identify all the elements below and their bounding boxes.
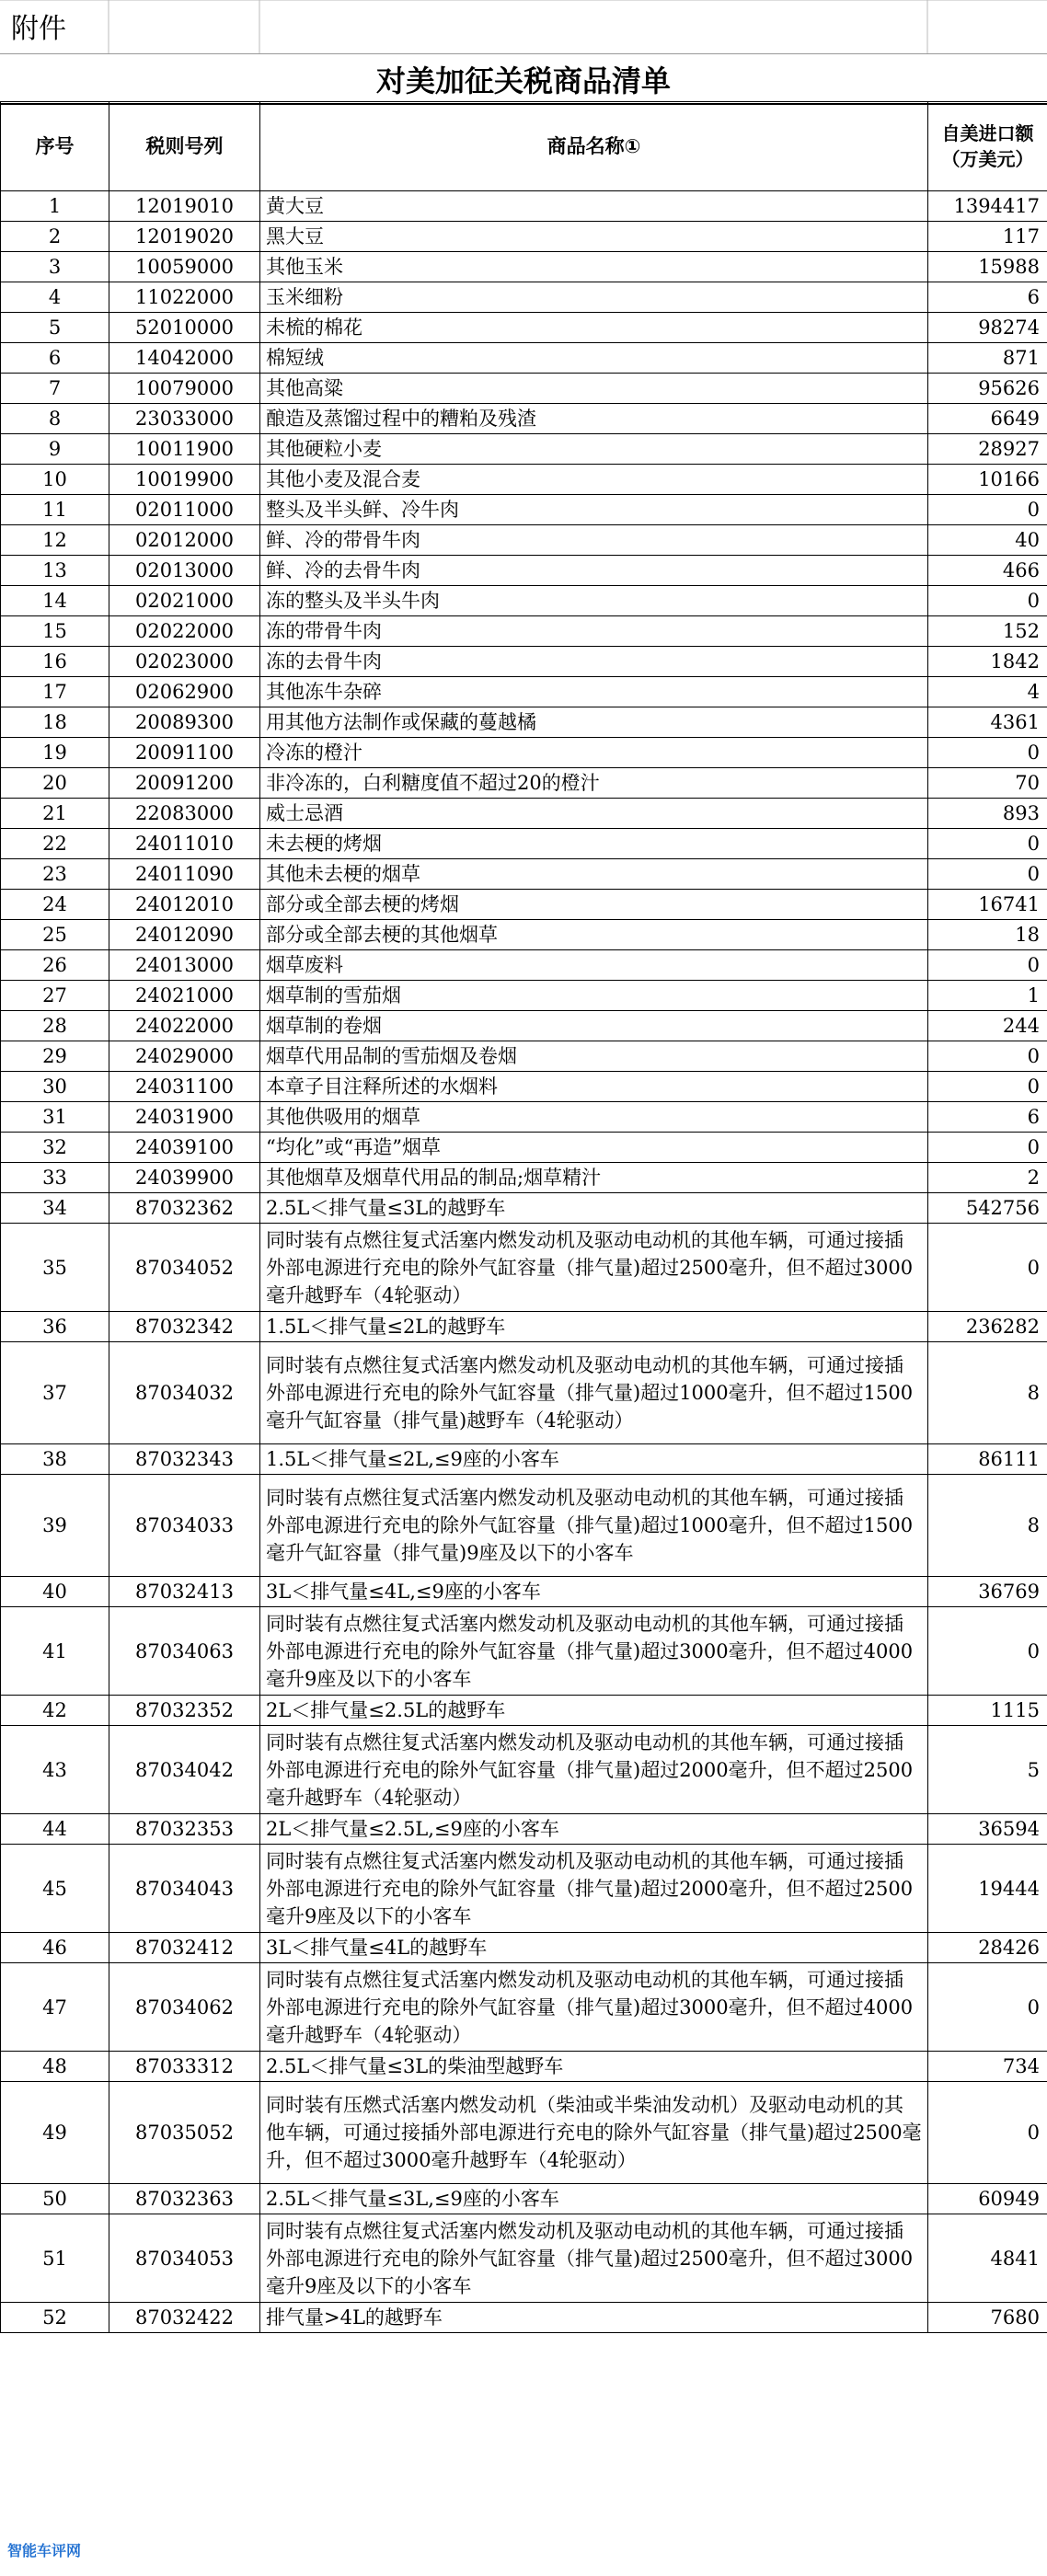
table-row (1, 677, 1047, 707)
table-row (1, 1342, 1047, 1444)
table-row (1, 1102, 1047, 1133)
row-import-value: 4 (928, 677, 1047, 707)
header-code: 税则号列 (109, 102, 260, 191)
row-tariff-code: 87034043 (109, 1845, 260, 1933)
row-tariff-code: 24031100 (109, 1072, 260, 1102)
row-import-value: 0 (928, 829, 1047, 859)
row-import-value: 734 (928, 2052, 1047, 2082)
row-tariff-code: 02062900 (109, 677, 260, 707)
row-index: 21 (1, 799, 109, 829)
row-index: 42 (1, 1696, 109, 1726)
row-product-name: 烟草制的卷烟 (260, 1011, 928, 1041)
row-product-name: 冻的去骨牛肉 (260, 647, 928, 677)
row-tariff-code: 24039900 (109, 1163, 260, 1193)
header-index: 序号 (1, 102, 109, 191)
row-import-value: 95626 (928, 374, 1047, 404)
table-row (1, 222, 1047, 252)
table-row (1, 2303, 1047, 2333)
row-tariff-code: 10059000 (109, 252, 260, 282)
row-product-name: 同时装有点燃往复式活塞内燃发动机及驱动电动机的其他车辆，可通过接插外部电源进行充电的除外气缸容量（排气量)超过1000毫升，但不超过1500毫升气缸容量（排气量)越野车（4轮驱动） (260, 1342, 928, 1444)
row-index: 12 (1, 525, 109, 556)
row-index: 16 (1, 647, 109, 677)
row-import-value: 60949 (928, 2184, 1047, 2214)
table-row (1, 890, 1047, 920)
row-index: 45 (1, 1845, 109, 1933)
watermark-logo: 智能车评网 (4, 2537, 85, 2562)
row-index: 48 (1, 2052, 109, 2082)
row-import-value: 1 (928, 981, 1047, 1011)
row-tariff-code: 10011900 (109, 434, 260, 465)
table-row (1, 1072, 1047, 1102)
row-index: 3 (1, 252, 109, 282)
table-row (1, 1444, 1047, 1475)
row-product-name: 部分或全部去梗的烤烟 (260, 890, 928, 920)
table-row (1, 313, 1047, 343)
row-index: 26 (1, 950, 109, 981)
row-tariff-code: 52010000 (109, 313, 260, 343)
table-row (1, 799, 1047, 829)
table-row (1, 252, 1047, 282)
row-import-value: 0 (928, 1072, 1047, 1102)
row-product-name: 非冷冻的，白利糖度值不超过20的橙汁 (260, 768, 928, 799)
row-import-value: 893 (928, 799, 1047, 829)
row-product-name: 冻的整头及半头牛肉 (260, 586, 928, 616)
row-import-value: 0 (928, 1224, 1047, 1312)
row-tariff-code: 24021000 (109, 981, 260, 1011)
spreadsheet-page (0, 0, 1047, 105)
row-product-name: 2.5L＜排气量≤3L的越野车 (260, 1193, 928, 1224)
row-index: 6 (1, 343, 109, 374)
row-import-value: 8 (928, 1475, 1047, 1577)
row-import-value: 28927 (928, 434, 1047, 465)
row-index: 17 (1, 677, 109, 707)
row-tariff-code: 20089300 (109, 707, 260, 738)
row-tariff-code: 23033000 (109, 404, 260, 434)
row-import-value: 4361 (928, 707, 1047, 738)
row-product-name: 同时装有点燃往复式活塞内燃发动机及驱动电动机的其他车辆，可通过接插外部电源进行充电的除外气缸容量（排气量)超过2000毫升，但不超过2500毫升9座及以下的小客车 (260, 1845, 928, 1933)
row-index: 7 (1, 374, 109, 404)
row-index: 5 (1, 313, 109, 343)
row-tariff-code: 22083000 (109, 799, 260, 829)
row-product-name: 用其他方法制作或保藏的蔓越橘 (260, 707, 928, 738)
row-index: 22 (1, 829, 109, 859)
table-row (1, 738, 1047, 768)
table-row (1, 1607, 1047, 1696)
row-index: 44 (1, 1814, 109, 1845)
table-row (1, 465, 1047, 495)
row-tariff-code: 02013000 (109, 556, 260, 586)
row-tariff-code: 87034052 (109, 1224, 260, 1312)
row-product-name: 未去梗的烤烟 (260, 829, 928, 859)
row-import-value: 0 (928, 738, 1047, 768)
row-index: 19 (1, 738, 109, 768)
row-product-name: 1.5L＜排气量≤2L,≤9座的小客车 (260, 1444, 928, 1475)
row-product-name: 其他小麦及混合麦 (260, 465, 928, 495)
row-product-name: 2L＜排气量≤2.5L的越野车 (260, 1696, 928, 1726)
row-tariff-code: 24022000 (109, 1011, 260, 1041)
header-value-text: 自美进口额 （万美元） (941, 122, 1034, 170)
row-product-name: 冻的带骨牛肉 (260, 616, 928, 647)
row-tariff-code: 87035052 (109, 2082, 260, 2184)
row-import-value: 542756 (928, 1193, 1047, 1224)
table-row (1, 2184, 1047, 2214)
row-index: 9 (1, 434, 109, 465)
row-import-value: 1842 (928, 647, 1047, 677)
row-tariff-code: 02011000 (109, 495, 260, 525)
attachment-row (0, 0, 1047, 53)
row-product-name: 酿造及蒸馏过程中的糟粕及残渣 (260, 404, 928, 434)
row-import-value: 1394417 (928, 191, 1047, 222)
row-index: 49 (1, 2082, 109, 2184)
row-import-value: 1115 (928, 1696, 1047, 1726)
row-product-name: 烟草代用品制的雪茄烟及卷烟 (260, 1041, 928, 1072)
row-tariff-code: 20091200 (109, 768, 260, 799)
row-index: 34 (1, 1193, 109, 1224)
row-tariff-code: 87032362 (109, 1193, 260, 1224)
row-index: 13 (1, 556, 109, 586)
row-product-name: 同时装有点燃往复式活塞内燃发动机及驱动电动机的其他车辆，可通过接插外部电源进行充电的除外气缸容量（排气量)超过3000毫升，但不超过4000毫升越野车（4轮驱动） (260, 1963, 928, 2052)
row-tariff-code: 24011090 (109, 859, 260, 890)
row-tariff-code: 20091100 (109, 738, 260, 768)
row-product-name: 其他冻牛杂碎 (260, 677, 928, 707)
row-product-name: 烟草制的雪茄烟 (260, 981, 928, 1011)
row-import-value: 86111 (928, 1444, 1047, 1475)
header-name: 商品名称① (260, 102, 928, 191)
row-import-value: 6649 (928, 404, 1047, 434)
row-tariff-code: 24031900 (109, 1102, 260, 1133)
row-import-value: 16741 (928, 890, 1047, 920)
row-index: 36 (1, 1312, 109, 1342)
row-product-name: 整头及半头鲜、冷牛肉 (260, 495, 928, 525)
row-import-value: 6 (928, 282, 1047, 313)
row-import-value: 152 (928, 616, 1047, 647)
row-tariff-code: 87034033 (109, 1475, 260, 1577)
table-row (1, 404, 1047, 434)
row-tariff-code: 12019010 (109, 191, 260, 222)
row-index: 40 (1, 1577, 109, 1607)
row-import-value: 0 (928, 1963, 1047, 2052)
table-row (1, 282, 1047, 313)
row-import-value: 0 (928, 950, 1047, 981)
row-product-name: 棉短绒 (260, 343, 928, 374)
row-tariff-code: 87034042 (109, 1726, 260, 1814)
table-row (1, 525, 1047, 556)
row-index: 39 (1, 1475, 109, 1577)
row-import-value: 0 (928, 586, 1047, 616)
row-index: 50 (1, 2184, 109, 2214)
row-index: 20 (1, 768, 109, 799)
row-product-name: 3L＜排气量≤4L,≤9座的小客车 (260, 1577, 928, 1607)
row-product-name: 本章子目注释所述的水烟料 (260, 1072, 928, 1102)
table-row (1, 191, 1047, 222)
row-index: 33 (1, 1163, 109, 1193)
table-row (1, 1224, 1047, 1312)
row-product-name: 其他未去梗的烟草 (260, 859, 928, 890)
table-row (1, 981, 1047, 1011)
row-product-name: 其他硬粒小麦 (260, 434, 928, 465)
row-index: 38 (1, 1444, 109, 1475)
table-row (1, 1814, 1047, 1845)
row-index: 37 (1, 1342, 109, 1444)
row-product-name: 2.5L＜排气量≤3L的柴油型越野车 (260, 2052, 928, 2082)
table-row (1, 1312, 1047, 1342)
row-product-name: 同时装有点燃往复式活塞内燃发动机及驱动电动机的其他车辆，可通过接插外部电源进行充电的除外气缸容量（排气量)超过3000毫升，但不超过4000毫升9座及以下的小客车 (260, 1607, 928, 1696)
row-import-value: 0 (928, 1133, 1047, 1163)
row-import-value: 244 (928, 1011, 1047, 1041)
row-product-name: 未梳的棉花 (260, 313, 928, 343)
row-import-value: 70 (928, 768, 1047, 799)
row-tariff-code: 87034032 (109, 1342, 260, 1444)
row-index: 27 (1, 981, 109, 1011)
row-product-name: 部分或全部去梗的其他烟草 (260, 920, 928, 950)
row-import-value: 8 (928, 1342, 1047, 1444)
row-index: 10 (1, 465, 109, 495)
row-index: 41 (1, 1607, 109, 1696)
row-index: 30 (1, 1072, 109, 1102)
row-tariff-code: 87032422 (109, 2303, 260, 2333)
row-import-value: 19444 (928, 1845, 1047, 1933)
row-index: 23 (1, 859, 109, 890)
row-product-name: 3L＜排气量≤4L的越野车 (260, 1933, 928, 1963)
table-row (1, 1041, 1047, 1072)
row-index: 1 (1, 191, 109, 222)
row-import-value: 0 (928, 1607, 1047, 1696)
row-tariff-code: 87033312 (109, 2052, 260, 2082)
row-index: 29 (1, 1041, 109, 1072)
row-index: 35 (1, 1224, 109, 1312)
row-import-value: 0 (928, 2082, 1047, 2184)
table-row (1, 2082, 1047, 2184)
row-tariff-code: 02022000 (109, 616, 260, 647)
row-tariff-code: 24013000 (109, 950, 260, 981)
tariff-table (0, 101, 1047, 2333)
row-import-value: 0 (928, 495, 1047, 525)
row-tariff-code: 87032412 (109, 1933, 260, 1963)
row-tariff-code: 24029000 (109, 1041, 260, 1072)
table-row (1, 859, 1047, 890)
row-tariff-code: 87032363 (109, 2184, 260, 2214)
row-import-value: 6 (928, 1102, 1047, 1133)
row-product-name: 黄大豆 (260, 191, 928, 222)
row-index: 18 (1, 707, 109, 738)
row-index: 8 (1, 404, 109, 434)
row-tariff-code: 10019900 (109, 465, 260, 495)
table-row (1, 1726, 1047, 1814)
row-import-value: 36769 (928, 1577, 1047, 1607)
row-import-value: 871 (928, 343, 1047, 374)
row-import-value: 15988 (928, 252, 1047, 282)
row-index: 4 (1, 282, 109, 313)
table-row (1, 1193, 1047, 1224)
row-tariff-code: 87034062 (109, 1963, 260, 2052)
row-import-value: 466 (928, 556, 1047, 586)
row-tariff-code: 87032342 (109, 1312, 260, 1342)
table-row (1, 1163, 1047, 1193)
row-product-name: 鲜、冷的去骨牛肉 (260, 556, 928, 586)
row-import-value: 0 (928, 859, 1047, 890)
row-product-name: 同时装有点燃往复式活塞内燃发动机及驱动电动机的其他车辆，可通过接插外部电源进行充电的除外气缸容量（排气量)超过2500毫升，但不超过3000毫升9座及以下的小客车 (260, 2214, 928, 2303)
row-index: 11 (1, 495, 109, 525)
row-product-name: 其他高粱 (260, 374, 928, 404)
row-import-value: 4841 (928, 2214, 1047, 2303)
table-row (1, 2214, 1047, 2303)
attachment-label: 附件 (11, 13, 66, 45)
table-body (1, 191, 1047, 2333)
row-product-name: 排气量>4L的越野车 (260, 2303, 928, 2333)
row-tariff-code: 12019020 (109, 222, 260, 252)
table-row (1, 829, 1047, 859)
table-row (1, 768, 1047, 799)
row-tariff-code: 14042000 (109, 343, 260, 374)
table-row (1, 647, 1047, 677)
table-row (1, 1475, 1047, 1577)
row-tariff-code: 87034063 (109, 1607, 260, 1696)
row-product-name: 其他烟草及烟草代用品的制品;烟草精汁 (260, 1163, 928, 1193)
row-import-value: 2 (928, 1163, 1047, 1193)
table-row (1, 616, 1047, 647)
row-import-value: 18 (928, 920, 1047, 950)
table-row (1, 434, 1047, 465)
row-import-value: 236282 (928, 1312, 1047, 1342)
table-row (1, 343, 1047, 374)
row-tariff-code: 24039100 (109, 1133, 260, 1163)
row-tariff-code: 87032353 (109, 1814, 260, 1845)
row-product-name: 冷冻的橙汁 (260, 738, 928, 768)
row-import-value: 36594 (928, 1814, 1047, 1845)
row-index: 43 (1, 1726, 109, 1814)
row-import-value: 28426 (928, 1933, 1047, 1963)
row-tariff-code: 87032413 (109, 1577, 260, 1607)
row-import-value: 117 (928, 222, 1047, 252)
row-tariff-code: 11022000 (109, 282, 260, 313)
row-product-name: 玉米细粉 (260, 282, 928, 313)
row-index: 24 (1, 890, 109, 920)
table-row (1, 950, 1047, 981)
row-index: 2 (1, 222, 109, 252)
row-product-name: 同时装有点燃往复式活塞内燃发动机及驱动电动机的其他车辆，可通过接插外部电源进行充电的除外气缸容量（排气量)超过2000毫升，但不超过2500毫升越野车（4轮驱动） (260, 1726, 928, 1814)
table-row (1, 2052, 1047, 2082)
table-row (1, 1011, 1047, 1041)
row-import-value: 40 (928, 525, 1047, 556)
table-header-row (1, 102, 1047, 191)
row-product-name: 其他玉米 (260, 252, 928, 282)
row-index: 51 (1, 2214, 109, 2303)
row-index: 28 (1, 1011, 109, 1041)
table-row (1, 1696, 1047, 1726)
row-product-name: 烟草废料 (260, 950, 928, 981)
row-product-name: “均化”或“再造”烟草 (260, 1133, 928, 1163)
row-tariff-code: 87032352 (109, 1696, 260, 1726)
top-grid-lines (0, 0, 1047, 53)
table-row (1, 1963, 1047, 2052)
table-row (1, 920, 1047, 950)
row-tariff-code: 02021000 (109, 586, 260, 616)
row-product-name: 同时装有压燃式活塞内燃发动机（柴油或半柴油发动机）及驱动电动机的其他车辆，可通过接插外部电源进行充电的除外气缸容量（排气量)超过2500毫升，但不超过3000毫升越野车（4轮驱动） (260, 2082, 928, 2184)
row-product-name: 2.5L＜排气量≤3L,≤9座的小客车 (260, 2184, 928, 2214)
row-import-value: 0 (928, 1041, 1047, 1072)
row-product-name: 威士忌酒 (260, 799, 928, 829)
header-value (928, 102, 1047, 191)
table-row (1, 495, 1047, 525)
row-tariff-code: 24012010 (109, 890, 260, 920)
row-index: 31 (1, 1102, 109, 1133)
table-row (1, 374, 1047, 404)
row-index: 15 (1, 616, 109, 647)
row-index: 25 (1, 920, 109, 950)
row-tariff-code: 87034053 (109, 2214, 260, 2303)
row-product-name: 同时装有点燃往复式活塞内燃发动机及驱动电动机的其他车辆，可通过接插外部电源进行充电的除外气缸容量（排气量)超过2500毫升，但不超过3000毫升越野车（4轮驱动） (260, 1224, 928, 1312)
row-index: 47 (1, 1963, 109, 2052)
row-product-name: 1.5L＜排气量≤2L的越野车 (260, 1312, 928, 1342)
row-tariff-code: 02012000 (109, 525, 260, 556)
row-tariff-code: 24011010 (109, 829, 260, 859)
row-import-value: 98274 (928, 313, 1047, 343)
row-product-name: 其他供吸用的烟草 (260, 1102, 928, 1133)
row-index: 46 (1, 1933, 109, 1963)
row-import-value: 5 (928, 1726, 1047, 1814)
row-index: 32 (1, 1133, 109, 1163)
table-row (1, 1933, 1047, 1963)
table-row (1, 1577, 1047, 1607)
row-tariff-code: 24012090 (109, 920, 260, 950)
table-row (1, 586, 1047, 616)
table-row (1, 1133, 1047, 1163)
row-product-name: 2L＜排气量≤2.5L,≤9座的小客车 (260, 1814, 928, 1845)
table-row (1, 556, 1047, 586)
row-product-name: 同时装有点燃往复式活塞内燃发动机及驱动电动机的其他车辆，可通过接插外部电源进行充电的除外气缸容量（排气量)超过1000毫升，但不超过1500毫升气缸容量（排气量)9座及以下的小客车 (260, 1475, 928, 1577)
row-product-name: 黑大豆 (260, 222, 928, 252)
page-title: 对美加征关税商品清单 (0, 53, 1047, 105)
row-import-value: 7680 (928, 2303, 1047, 2333)
row-tariff-code: 87032343 (109, 1444, 260, 1475)
table-row (1, 1845, 1047, 1933)
row-tariff-code: 10079000 (109, 374, 260, 404)
row-index: 14 (1, 586, 109, 616)
row-index: 52 (1, 2303, 109, 2333)
row-product-name: 鲜、冷的带骨牛肉 (260, 525, 928, 556)
row-tariff-code: 02023000 (109, 647, 260, 677)
table-row (1, 707, 1047, 738)
row-import-value: 10166 (928, 465, 1047, 495)
